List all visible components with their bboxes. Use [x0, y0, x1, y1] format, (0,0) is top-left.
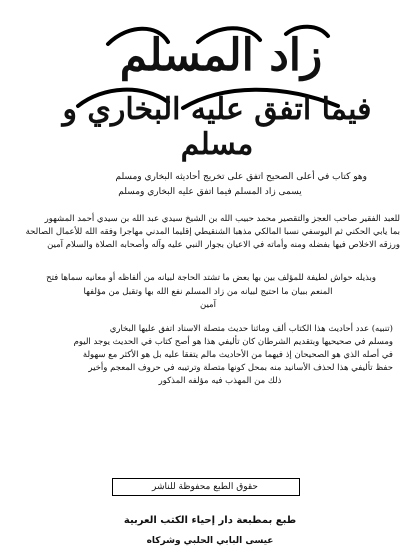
- intro-line-2: يسمى زاد المسلم فيما اتفق عليه البخاري ومسلم: [118, 187, 302, 197]
- notice-line-5: ذلك من المهذب فيه مؤلفه المذكور: [158, 376, 282, 386]
- margins-note-line-1: وبذيله حواش لطيفة للمؤلف بين بها بعض ما تشتد الحاجة لبيانه من ألفاظه أو معانيه سماها فتح: [46, 273, 376, 283]
- notice-line-4: حفظ تأليفي هذا لحذف الأسانيد منه بمحل كونها متصلة وترتيبه في حروف المعجم وأخير: [88, 363, 393, 373]
- book-title: زاد المسلم: [119, 30, 323, 81]
- author-line-2: بما يابي الحكني ثم اليوسفي نسبا المالكي مذهبا الشنقيطي إقليما المدني مهاجرا وفقه الله للأعمال الصالحة: [25, 227, 400, 237]
- publisher-line-2: عيسى البابي الحلبي وشركاه: [146, 536, 274, 546]
- author-line-1: للعبد الفقير صاحب العجز والتقصير محمد حبيب الله بن الشيخ سيدي عبد الله بن سيدي أحمد المشهور: [44, 214, 400, 224]
- margins-note-line-2: المنعم ببيان ما احتيج لبيانه من زاد المسلم نفع الله بها وتقبل من مؤلفها آمين: [83, 287, 333, 310]
- publisher-line-1: طبع بمطبعة دار إحياء الكتب العربية: [123, 515, 297, 526]
- rights-text: حقوق الطبع محفوظة للناشر: [152, 482, 258, 492]
- book-subtitle: فيما اتفق عليه البخاري و مسلم: [62, 92, 372, 162]
- intro-line-1: وهو كتاب في أعلى الصحيح اتفق على تخريج أحاديثه البخاري ومسلم: [115, 172, 367, 182]
- notice-line-1: (تنبيه) عدد أحاديث هذا الكتاب ألف وماثنا حديث متصلة الاسناد اتفق عليها البخاري: [109, 324, 393, 334]
- author-line-3: ورزقه الاخلاص فيها بفضله ومنه وأماته في الاعيان بجوار النبي عليه وآله وأصحابه الصلاة والسلام آمين: [47, 240, 400, 250]
- notice-line-2: ومسلم في صحيحيها وبتقديم الشرطان كان تأليفي هذا هو أصح كتاب في الحديث يوجد اليوم: [73, 337, 393, 347]
- notice-line-3: في أصله الذي هو الصحيحان إذ فيهما من الأحاديث مالم يتفقا عليه بل هو الأكثر مع سهولة: [82, 350, 393, 360]
